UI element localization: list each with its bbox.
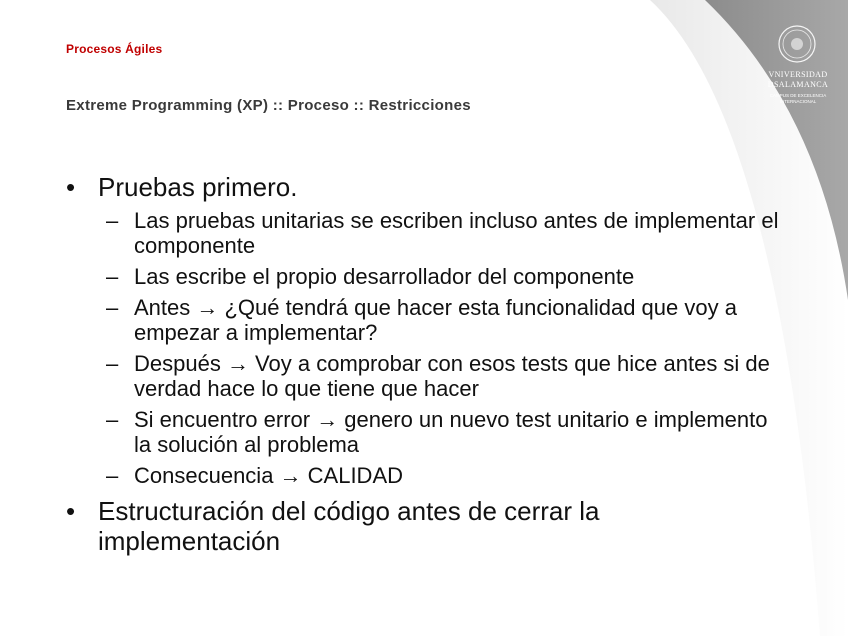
sub-item [66, 407, 786, 457]
logo-line-3b: INTERNACIONAL [779, 99, 817, 104]
logo-line-1: VNIVERSIDAD [768, 70, 828, 79]
sub-item [66, 264, 786, 289]
bullet-item [66, 496, 786, 556]
university-logo [760, 24, 836, 105]
sub-dash: – [106, 351, 119, 376]
bullet-text: Estructuración del código antes de cerrar la implementación [98, 496, 600, 556]
logo-line-3a: CAMPUS DE EXCELENCIA [769, 93, 827, 98]
sub-dash: – [106, 264, 119, 289]
bullet-text: Pruebas primero. [98, 172, 298, 202]
sub-item-text: Si encuentro error → genero un nuevo test unitario e implemento la solución al problema [134, 407, 768, 457]
sub-item [66, 208, 786, 258]
bullet-item [66, 172, 786, 202]
slide-title: Extreme Programming (XP) :: Proceso :: Restricciones [66, 97, 471, 114]
sub-item-text: Antes → ¿Qué tendrá que hacer esta funcionalidad que voy a empezar a implementar? [134, 295, 737, 345]
sub-item [66, 463, 786, 488]
university-seal-icon [760, 24, 836, 70]
section-title: Procesos Ágiles [66, 42, 163, 56]
sub-item-text: Las escribe el propio desarrollador del componente [134, 264, 635, 289]
bullet-dot: • [66, 496, 76, 526]
sub-item-text: Consecuencia → CALIDAD [134, 463, 404, 488]
bullet-dot: • [66, 172, 76, 202]
sub-dash: – [106, 407, 119, 432]
sub-list [66, 208, 786, 488]
sub-dash: – [106, 463, 119, 488]
sub-item [66, 351, 786, 401]
slide-content [66, 164, 786, 556]
sub-item-text: Después → Voy a comprobar con esos tests que hice antes si de verdad hace lo que tiene que hacer [134, 351, 770, 401]
sub-item [66, 295, 786, 345]
sub-dash: – [106, 208, 119, 233]
logo-campus-text [760, 93, 836, 105]
logo-line-2: DSALAMANCA [767, 80, 829, 89]
sub-dash: – [106, 295, 119, 320]
sub-item-text: Las pruebas unitarias se escriben incluso antes de implementar el componente [134, 208, 779, 258]
